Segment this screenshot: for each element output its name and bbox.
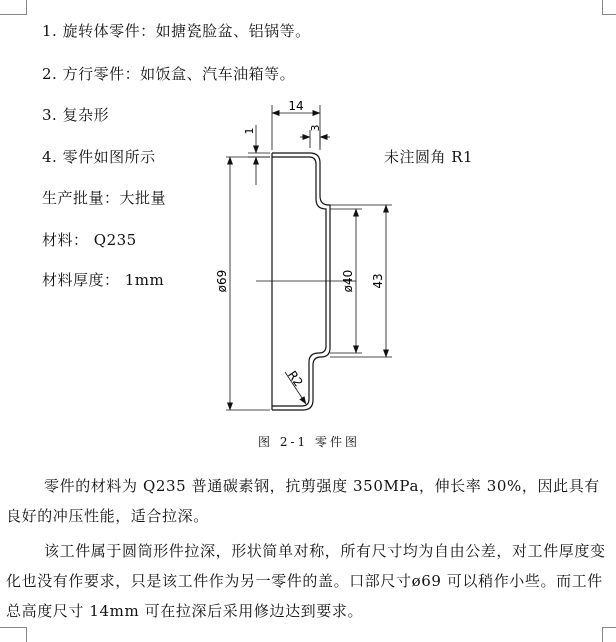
dim-thickness-label: 1	[243, 127, 256, 135]
dim-radius-label: R2	[284, 368, 306, 390]
list-item-4: 4. 零件如图所示	[42, 148, 156, 166]
dim-step-label: 3	[309, 124, 322, 132]
dim-dia-outer-label: ø69	[215, 269, 229, 293]
dim-dia-inner-label: ø40	[341, 269, 355, 293]
profile-inner	[272, 157, 326, 406]
thickness-line: 材料厚度： 1mm	[42, 271, 165, 289]
body-paragraph-1: 零件的材料为 Q235 普通碳素钢，抗剪强度 350MPa，伸长率 30%，因此具有良好的冲压性能，适合拉深。	[6, 477, 600, 525]
dim-depth-label: 43	[371, 273, 385, 289]
body-paragraph-2: 该工件属于圆筒形件拉深，形状简单对称，所有尺寸均为自由公差，对工件厚度变化也没有作要求，只是该工件作为另一零件的盖。口部尺寸ø69 可以稍作小些。而工件总高度尺寸 14mm 可在拉深后采用修边达到要求。	[6, 542, 606, 620]
dim-dia-outer	[226, 157, 270, 410]
dim-width-label: 14	[288, 99, 304, 113]
batch-line: 生产批量：大批量	[42, 189, 167, 207]
figure-caption: 图 2-1 零件图	[258, 435, 360, 449]
list-item-1: 1. 旋转体零件：如搪瓷脸盆、铝锅等。	[42, 22, 311, 40]
fillet-note: 未注圆角 R1	[384, 148, 474, 166]
dim-step	[300, 130, 330, 148]
list-item-3: 3. 复杂形	[42, 106, 110, 124]
list-item-2: 2. 方行零件：如饭盒、汽车油箱等。	[42, 65, 296, 83]
material-line: 材料： Q235	[42, 231, 137, 249]
part-profile	[272, 153, 330, 410]
profile-outer	[272, 153, 330, 410]
